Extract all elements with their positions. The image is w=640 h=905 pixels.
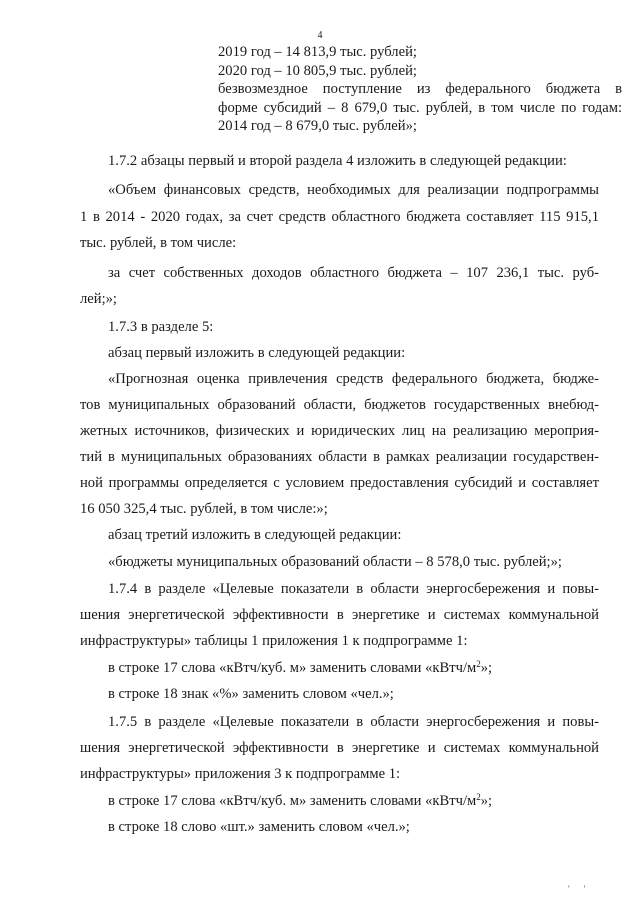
section-1-7-4-row17-end: »; xyxy=(480,660,493,676)
section-1-7-5-line3: инфраструктуры» приложения 3 к подпрограмме 1: xyxy=(80,766,401,782)
section-1-7-4-row17 xyxy=(108,659,599,677)
section-1-7-3-quote-line4: тий в муниципальных образованиях области в рамках реализации государствен- xyxy=(80,449,599,465)
funding-by-year-block xyxy=(218,43,622,136)
federal-funding-line-1: безвозмездное поступление из федерального бюджета в xyxy=(218,81,622,97)
section-1-7-5-row17-text: в строке 17 слова «кВтч/куб. м» заменить словами «кВтч/м xyxy=(108,793,477,809)
section-1-7-2-para1-line3: тыс. рублей, в том числе: xyxy=(80,235,237,251)
section-1-7-5-row17 xyxy=(108,792,599,810)
section-1-7-5-row17-end: »; xyxy=(480,793,493,809)
section-1-7-5-row18: в строке 18 слово «шт.» заменить словом «чел.»; xyxy=(108,819,410,835)
section-1-7-3-quote-line1: «Прогнозная оценка привлечения средств федерального бюджета, бюдже- xyxy=(108,371,599,387)
section-1-7-5-line1: 1.7.5 в разделе «Целевые показатели в области энергосбережения и повы- xyxy=(108,714,599,730)
section-1-7-3-para1-instruction: абзац первый изложить в следующей редакции: xyxy=(108,345,406,361)
section-1-7-3-quote-line5: ной программы определяется с условием предоставления субсидий и составляет xyxy=(80,475,599,491)
section-1-7-2-para2-line1: за счет собственных доходов областного бюджета – 107 236,1 тыс. руб- xyxy=(108,265,599,281)
section-1-7-2-para1-line1: «Объем финансовых средств, необходимых для реализации подпрограммы xyxy=(108,182,599,198)
section-1-7-4-row18: в строке 18 знак «%» заменить словом «чел.»; xyxy=(108,686,394,702)
year-2014-line: 2014 год – 8 679,0 тыс. рублей»; xyxy=(218,118,417,134)
section-1-7-3-quote-line6: 16 050 325,4 тыс. рублей, в том числе:»; xyxy=(80,501,328,517)
section-1-7-5-line2: шения энергетической эффективности в энергетике и системах коммунальной xyxy=(80,740,599,756)
section-1-7-4-row17-text: в строке 17 слова «кВтч/куб. м» заменить словами «кВтч/м xyxy=(108,660,477,676)
year-2020-line: 2020 год – 10 805,9 тыс. рублей; xyxy=(218,62,417,79)
section-1-7-5-row17-superscript: 2 xyxy=(476,792,481,802)
section-1-7-4-line2: шения энергетической эффективности в энергетике и системах коммунальной xyxy=(80,607,599,623)
section-1-7-4-line1: 1.7.4 в разделе «Целевые показатели в области энергосбережения и повы- xyxy=(108,581,599,597)
section-1-7-2-para2-line2: лей;»; xyxy=(80,291,117,307)
section-1-7-3-para3-text: «бюджеты муниципальных образований области – 8 578,0 тыс. рублей;»; xyxy=(108,554,562,570)
section-1-7-3-para3-instruction: абзац третий изложить в следующей редакции: xyxy=(108,527,402,543)
page-number: 4 xyxy=(317,30,323,41)
section-1-7-2-heading: 1.7.2 абзацы первый и второй раздела 4 изложить в следующей редакции: xyxy=(108,153,567,169)
scan-corner-mark: ' ' xyxy=(568,884,592,894)
section-1-7-3-quote-line2: тов муниципальных образований области, бюджетов государственных внебюд- xyxy=(80,397,599,413)
section-1-7-4-row17-superscript: 2 xyxy=(476,659,481,669)
section-1-7-2-para1-line2: 1 в 2014 - 2020 годах, за счет средств областного бюджета составляет 115 915,1 xyxy=(80,209,599,225)
section-1-7-4-line3: инфраструктуры» таблицы 1 приложения 1 к подпрограмме 1: xyxy=(80,633,468,649)
section-1-7-3-quote-line3: жетных источников, физических и юридических лиц на реализацию мероприя- xyxy=(80,423,599,439)
year-2019-line: 2019 год – 14 813,9 тыс. рублей; xyxy=(218,44,417,60)
section-1-7-3-heading: 1.7.3 в разделе 5: xyxy=(108,319,214,335)
federal-funding-line-2: форме субсидий – 8 679,0 тыс. рублей, в том числе по годам: xyxy=(218,99,622,116)
